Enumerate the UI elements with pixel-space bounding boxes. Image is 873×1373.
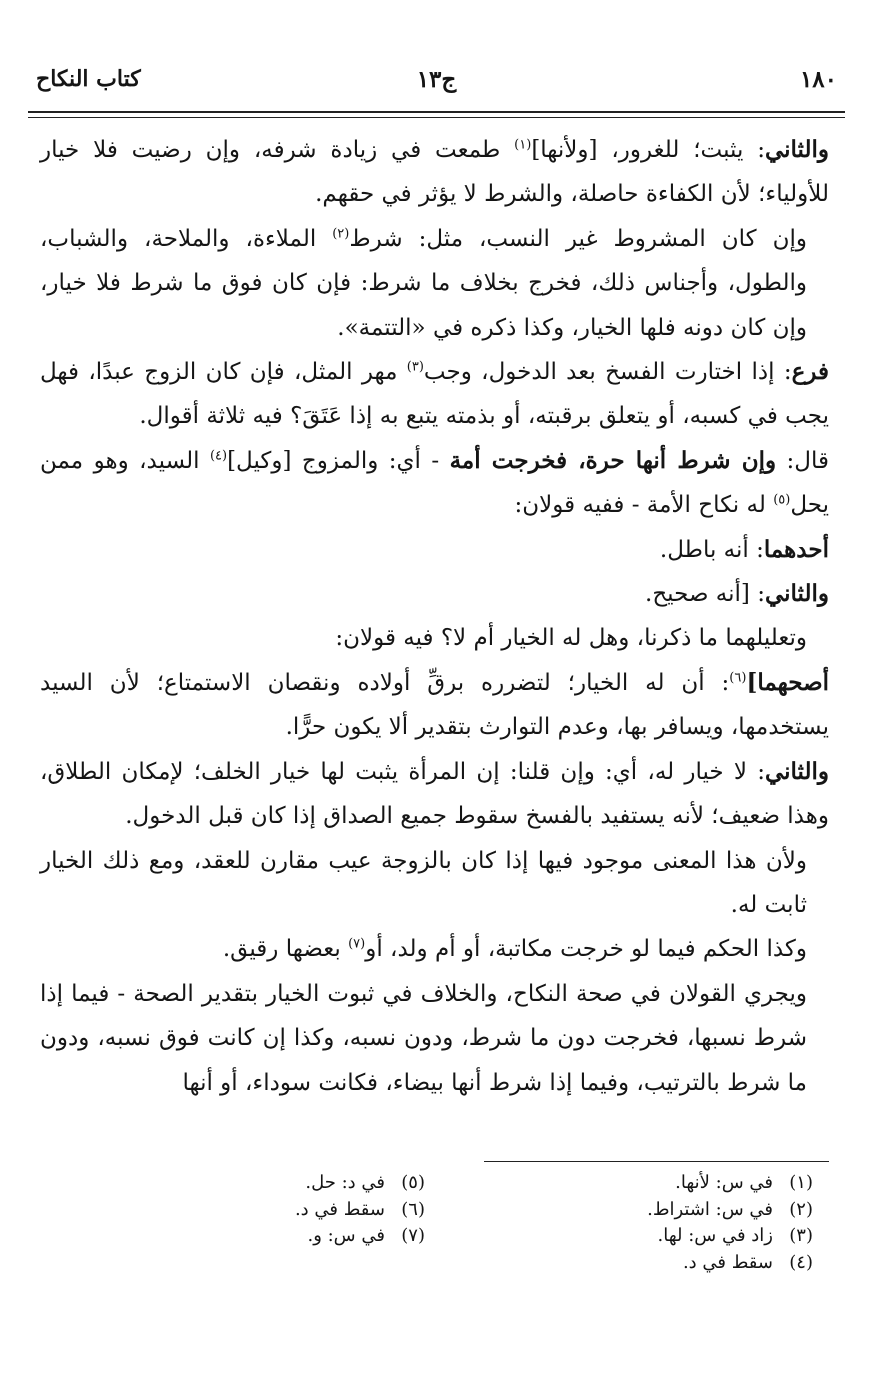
bold-term: فرع bbox=[791, 358, 829, 386]
footnote-item bbox=[647, 1250, 813, 1277]
bold-quote: وإن شرط أنها حرة، فخرجت أمة bbox=[449, 446, 777, 474]
text-run: : يثبت؛ للغرور، [ولأنها] bbox=[531, 137, 765, 163]
paragraph bbox=[40, 750, 829, 839]
footnote-item bbox=[647, 1197, 813, 1224]
footnote-text: في س: لأنها. bbox=[675, 1172, 773, 1193]
bold-term: أصحهما] bbox=[746, 668, 829, 696]
text-run: وإن كان المشروط غير النسب، مثل: شرط bbox=[349, 225, 807, 252]
footnote-item bbox=[295, 1170, 425, 1197]
footnote-number: (٥) bbox=[401, 1172, 425, 1193]
footnote-column bbox=[647, 1170, 813, 1276]
bold-term: والثاني bbox=[764, 136, 829, 163]
text-run: بعضها رقيق. bbox=[222, 936, 349, 963]
footnotes bbox=[53, 1170, 813, 1300]
text-run: : أن له الخيار؛ لتضرره برقِّ أولاده ونقصان الاستمتاع؛ لأن السيد يستخدمها، ويسافر بها، وعدم التوارث بتقدير ألا يكون حرًّا. bbox=[40, 669, 829, 741]
main-text bbox=[40, 128, 829, 1105]
footnote-text: سقط في د. bbox=[294, 1198, 385, 1220]
footnote-ref: (٦) bbox=[729, 670, 747, 686]
bold-term: أحدهما bbox=[763, 535, 829, 563]
text-run: مهر المثل، فإن كان الزوج عبدًا، فهل يجب في كسبه، أو يتعلق برقبته، أو بذمته يتبع به إذا عَتَقَ؟ فيه ثلاثة أقوال. bbox=[40, 359, 829, 430]
footnote-text: في س: و. bbox=[307, 1225, 385, 1246]
text-run: السيد، وهو ممن يحل bbox=[40, 447, 829, 519]
paragraph bbox=[40, 439, 829, 528]
text-run: طمعت في زيادة شرفه، وإن رضيت فلا خيار للأولياء؛ لأن الكفاءة حاصلة، والشرط لا يؤثر في حقهم. bbox=[40, 137, 829, 208]
volume-label: ج١٣ bbox=[416, 66, 457, 93]
text-run: - أي: والمزوج [وكيل] bbox=[227, 447, 450, 474]
footnote-ref: (٥) bbox=[773, 492, 791, 508]
footnote-ref: (٧) bbox=[348, 936, 366, 952]
footnote-item bbox=[295, 1197, 425, 1224]
footnote-ref: (٢) bbox=[332, 226, 350, 242]
header-rule-thick bbox=[28, 111, 845, 113]
text-run: : [أنه صحيح. bbox=[645, 581, 765, 608]
footnote-text: في د: حل. bbox=[305, 1172, 385, 1193]
paragraph: ولأن هذا المعنى موجود فيها إذا كان بالزوجة عيب مقارن للعقد، ومع ذلك الخيار ثابت له. bbox=[40, 847, 807, 918]
text-run: الملاءة، والملاحة، والشباب، والطول، وأجناس ذلك، فخرج بخلاف ما شرط: فإن كان فوق ما شرط فلا خيار، وإن كان دونه فلها الخيار، وكذا ذكره في «التتمة». bbox=[40, 225, 807, 341]
bold-term: والثاني bbox=[764, 580, 829, 608]
paragraph bbox=[40, 927, 829, 971]
paragraph bbox=[40, 350, 829, 439]
text-run: قال: bbox=[776, 447, 830, 474]
footnote-ref: (١) bbox=[514, 137, 532, 153]
paragraph bbox=[40, 528, 829, 572]
footnote-number: (٢) bbox=[789, 1198, 813, 1220]
footnote-ref: (٤) bbox=[209, 448, 228, 464]
text-run: : أنه باطل. bbox=[659, 536, 764, 563]
paragraph: وتعليلهما ما ذكرنا، وهل له الخيار أم لا؟ فيه قولان: bbox=[335, 625, 807, 652]
footnote-item bbox=[295, 1223, 425, 1250]
footnote-text: في س: اشتراط. bbox=[647, 1198, 773, 1220]
footnote-number: (٧) bbox=[401, 1225, 425, 1246]
text-run: : إذا اختارت الفسخ بعد الدخول، وجب bbox=[423, 359, 792, 386]
paragraph: ويجري القولان في صحة النكاح، والخلاف في ثبوت الخيار بتقدير الصحة - فيما إذا شرط نسبها، فخرجت دون ما شرط، ودون نسبه، وكذا إن كانت فوق نسبه، ودون ما شرط بالترتيب، وفيما إذا شرط أنها بيضاء، فكانت سوداء، أو أنها bbox=[40, 980, 807, 1096]
footnote-number: (٣) bbox=[789, 1225, 813, 1246]
bold-term: والثاني bbox=[764, 757, 829, 785]
footnote-number: (١) bbox=[789, 1172, 813, 1193]
footnote-text: زاد في س: لها. bbox=[657, 1225, 773, 1246]
paragraph bbox=[40, 572, 829, 616]
page-number: ١٨٠ bbox=[799, 66, 837, 93]
text-run: له نكاح الأمة - ففيه قولان: bbox=[514, 492, 774, 519]
paragraph bbox=[40, 217, 829, 350]
footnote-item bbox=[647, 1223, 813, 1250]
footnote-separator bbox=[484, 1161, 829, 1162]
footnote-column bbox=[295, 1170, 425, 1250]
paragraph bbox=[40, 661, 829, 750]
page-header bbox=[30, 66, 843, 106]
paragraph bbox=[40, 128, 829, 217]
footnote-number: (٦) bbox=[401, 1198, 425, 1220]
header-rule-thin bbox=[28, 117, 845, 118]
footnote-text: سقط في د. bbox=[682, 1251, 773, 1273]
book-title: كتاب النكاح bbox=[36, 66, 141, 92]
text-run: : لا خيار له، أي: وإن قلنا: إن المرأة يثبت لها خيار الخلف؛ لإمكان الطلاق، وهذا ضعيف؛ لأنه يستفيد بالفسخ سقوط جميع الصداق إذا كان قبل الدخول. bbox=[40, 758, 829, 830]
footnote-ref: (٣) bbox=[406, 359, 424, 375]
footnote-item bbox=[647, 1170, 813, 1197]
text-run: وكذا الحكم فيما لو خرجت مكاتبة، أو أم ولد، أو bbox=[365, 936, 807, 963]
footnote-number: (٤) bbox=[789, 1251, 813, 1273]
